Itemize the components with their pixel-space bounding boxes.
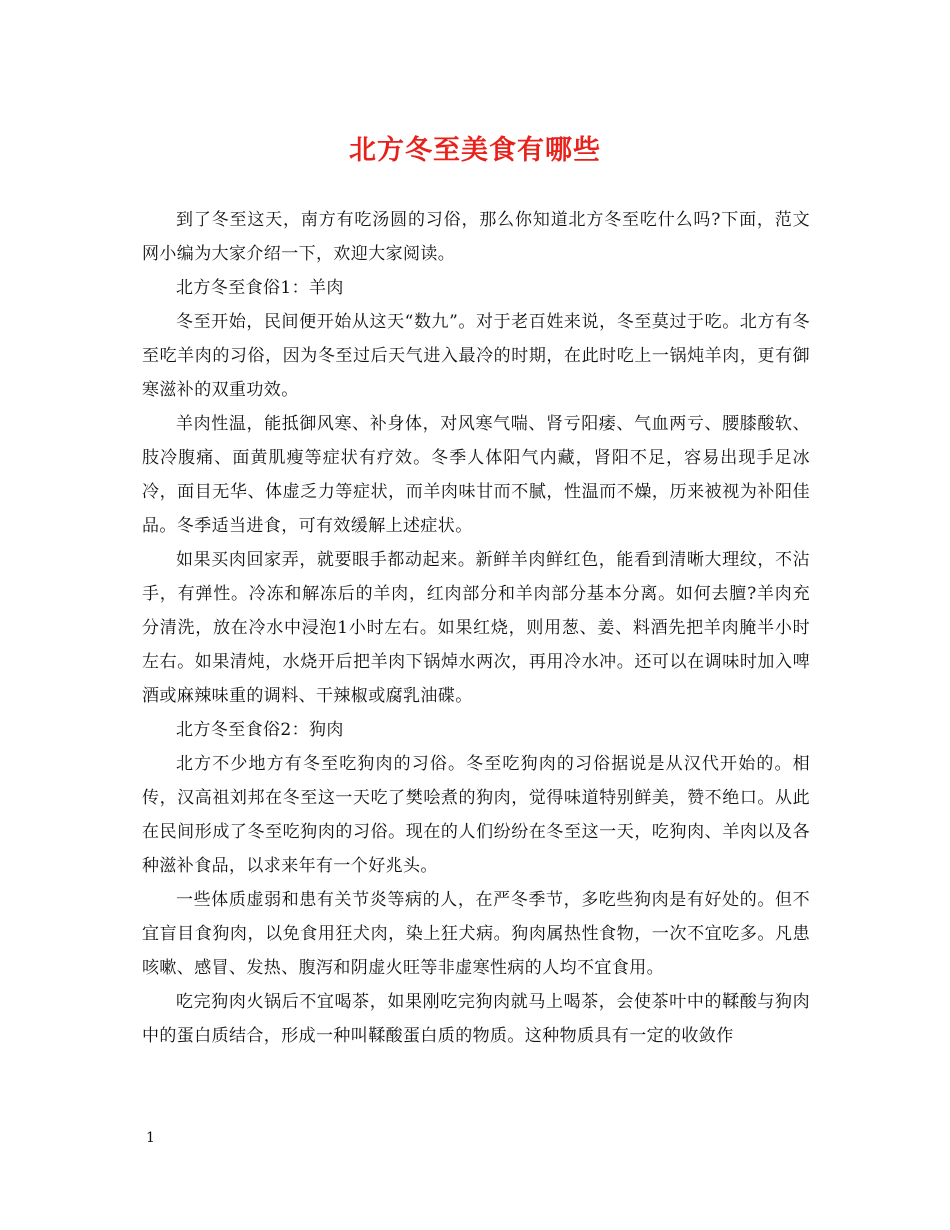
section-heading-mutton: 北方冬至食俗1：羊肉: [176, 278, 344, 298]
page-title: 北方冬至美食有哪些: [349, 135, 601, 166]
page-number: 1: [146, 1130, 155, 1146]
paragraph-mutton-benefits: 羊肉性温，能抵御风寒、补身体，对风寒气喘、肾亏阳痿、气血两亏、腰膝酸软、肢冷腹痛、面黄肌瘦等症状有疗效。冬季人体阳气内藏，肾阳不足，容易出现手足冰冷，面目无华、体虚乏力等症状，而羊肉味甘而不腻，性温而不燥，历来被视为补阳佳品。冬季适当进食，可有效缓解上述症状。: [142, 414, 810, 536]
document-body: [142, 203, 810, 1053]
section-heading-dog-meat: 北方冬至食俗2：狗肉: [176, 720, 344, 740]
paragraph-mutton-preparation: 如果买肉回家弄，就要眼手都动起来。新鲜羊肉鲜红色，能看到清晰大理纹，不沾手，有弹性。冷冻和解冻后的羊肉，红肉部分和羊肉部分基本分离。如何去膻?羊肉充分清洗，放在冷水中浸泡1小时左右。如果红烧，则用葱、姜、料酒先把羊肉腌半小时左右。如果清炖，水烧开后把羊肉下锅焯水两次，再用冷水冲。还可以在调味时加入啤酒或麻辣味重的调料、干辣椒或腐乳油碟。: [142, 550, 810, 706]
paragraph-dog-meat-tea: 吃完狗肉火锅后不宜喝茶，如果刚吃完狗肉就马上喝茶，会使茶叶中的鞣酸与狗肉中的蛋白质结合，形成一种叫鞣酸蛋白质的物质。这种物质具有一定的收敛作: [142, 992, 810, 1046]
paragraph-dog-meat-caution: 一些体质虚弱和患有关节炎等病的人，在严冬季节，多吃些狗肉是有好处的。但不宜盲目食狗肉，以免食用狂犬肉，染上狂犬病。狗肉属热性食物，一次不宜吃多。凡患咳嗽、感冒、发热、腹泻和阴虚火旺等非虚寒性病的人均不宜食用。: [142, 890, 810, 978]
paragraph-dog-meat-history: 北方不少地方有冬至吃狗肉的习俗。冬至吃狗肉的习俗据说是从汉代开始的。相传，汉高祖刘邦在冬至这一天吃了樊哙煮的狗肉，觉得味道特别鲜美，赞不绝口。从此在民间形成了冬至吃狗肉的习俗。现在的人们纷纷在冬至这一天，吃狗肉、羊肉以及各种滋补食品，以求来年有一个好兆头。: [142, 754, 810, 876]
paragraph-mutton-custom: 冬至开始，民间便开始从这天“数九”。对于老百姓来说，冬至莫过于吃。北方有冬至吃羊肉的习俗，因为冬至过后天气进入最冷的时期，在此时吃上一锅炖羊肉，更有御寒滋补的双重功效。: [142, 312, 810, 400]
paragraph-intro: 到了冬至这天，南方有吃汤圆的习俗，那么你知道北方冬至吃什么吗?下面，范文网小编为大家介绍一下，欢迎大家阅读。: [142, 210, 810, 264]
